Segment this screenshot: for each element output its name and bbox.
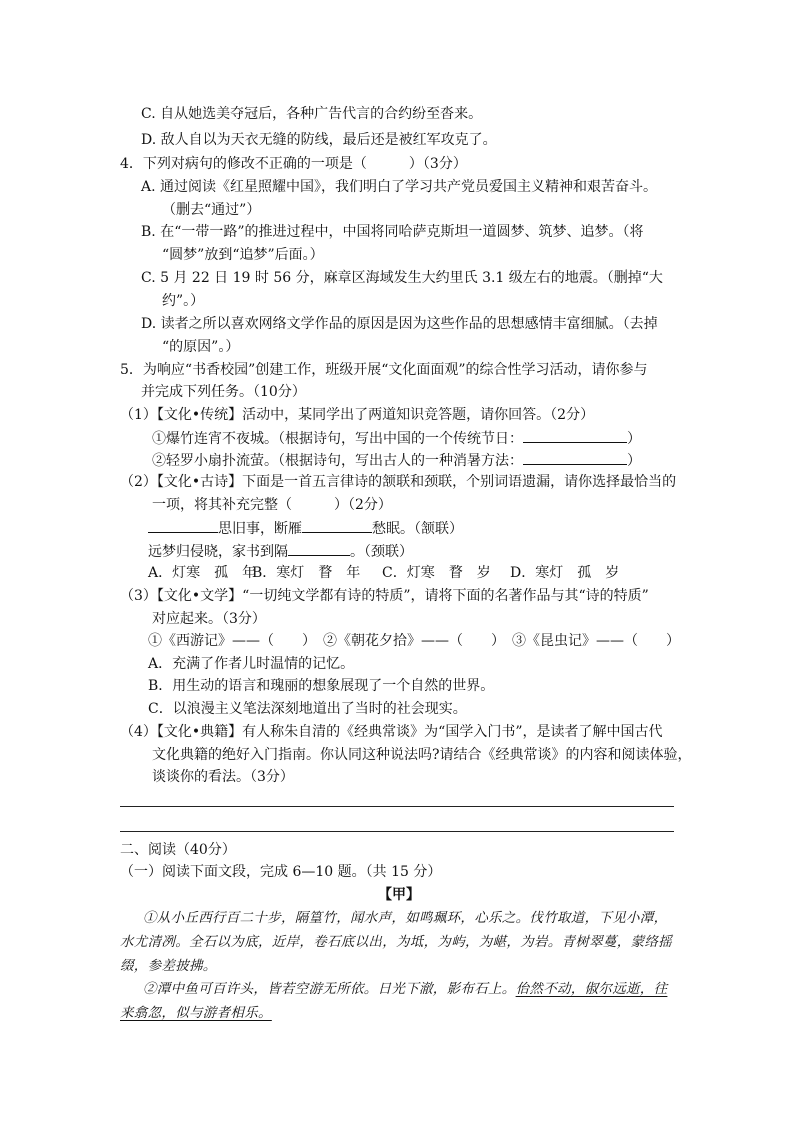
option-b: B．寒灯 瞀 年 [252, 565, 361, 581]
poem-blank[interactable] [302, 518, 372, 533]
q5-part3-option-a: A．充满了作者儿时温情的记忆。 [148, 656, 355, 672]
q5-part2-stem-line1: （2）【文化•古诗】下面是一首五言律诗的颔联和颈联，个别词语遗漏，请你选择最恰当的 [120, 474, 677, 490]
section-2-subtitle: （一）阅读下面文段，完成 6—10 题。（共 15 分） [120, 864, 442, 880]
passage-para2-line1 [143, 979, 667, 999]
closing-paren: ） [627, 453, 641, 469]
q5-part4-line3: 谈谈你的看法。（3分） [152, 769, 294, 785]
underlined-sentence: 佁然不动，俶尔远逝，往 [515, 981, 668, 997]
q4-option-d-line2: “的原因”。） [162, 339, 240, 355]
poem-text: 思旧事，断雁 [218, 521, 302, 537]
option-d: D．寒灯 孤 岁 [510, 565, 620, 581]
passage-text: ②潭中鱼可百许头，皆若空游无所依。日光下澈，影布石上。 [143, 981, 516, 997]
q5-part1-item2 [152, 450, 641, 471]
passage-label-jia: 【甲】 [378, 887, 420, 903]
option-c: C．灯寒 瞀 岁 [382, 565, 491, 581]
passage-para1-line2: 水尤清冽。全石以为底，近岸，卷石底以出，为坻，为屿，为嵁，为岩。青树翠蔓，蒙络摇 [120, 934, 672, 950]
answer-blank[interactable] [523, 428, 627, 443]
closing-paren: ） [627, 431, 641, 447]
q5-part1-item1 [152, 428, 641, 449]
q4-option-c-line2: 约”。） [162, 293, 205, 309]
passage-para1-line3: 缀，参差披拂。 [120, 958, 217, 974]
q5-part1-item1-text: ①爆竹连宵不夜城。（根据诗句，写出中国的一个传统节日： [152, 431, 523, 447]
q4-stem: 4．下列对病句的修改不正确的一项是（ ）（3分） [120, 156, 467, 172]
q4-option-b-line2: “圆梦”放到“追梦”后面。） [162, 247, 324, 263]
q5-part3-stem-line1: （3）【文化•文学】“一切纯文学都有诗的特质”，请将下面的名著作品与其“诗的特质” [120, 588, 649, 604]
q5-part4-line2: 文化典籍的绝好入门指南。你认同这种说法吗?请结合《经典常谈》的内容和阅读体验， [152, 747, 692, 763]
q4-option-c-line1: C. 5 月 22 日 19 时 56 分，麻章区海域发生大约里氏 3.1 级左右的地震。（删掉“大 [141, 270, 663, 286]
q5-part3-option-c: C．以浪漫主义笔法深刻地道出了当时的社会现实。 [148, 701, 467, 717]
q3-option-c: C. 自从她选美夺冠后，各种广告代言的合约纷至沓来。 [141, 106, 483, 122]
poem-line-jinglian [148, 541, 413, 562]
q5-part2-stem-line2: 一项，将其补充完整（ ）（2分） [152, 497, 392, 513]
q5-part1-stem: （1）【文化•传统】活动中，某同学出了两道知识竞答题，请你回答。（2分） [120, 407, 595, 423]
option-a: A．灯寒 孤 年 [148, 565, 257, 581]
section-2-title: 二、阅读（40分） [120, 842, 236, 858]
answer-line[interactable] [120, 831, 674, 832]
answer-blank[interactable] [523, 450, 627, 465]
q5-part2-options [148, 563, 630, 583]
poem-blank[interactable] [148, 518, 218, 533]
q4-option-d-line1: D. 读者之所以喜欢网络文学作品的原因是因为这些作品的思想感情丰富细腻。（去掉 [141, 316, 658, 332]
poem-line-hanlian [148, 518, 463, 539]
q5-part1-item2-text: ②轻罗小扇扑流萤。（根据诗句，写出古人的一种消暑方法： [152, 453, 523, 469]
q4-option-a-line1: A. 通过阅读《红星照耀中国》，我们明白了学习共产党员爱国主义精神和艰苦奋斗。 [141, 179, 658, 195]
poem-text: 。（颈联） [350, 544, 413, 560]
q5-stem-line1: 5．为响应“书香校园”创建工作，班级开展“文化面面观”的综合性学习活动，请你参与 [120, 362, 648, 378]
q3-option-d: D. 敌人自以为天衣无缝的防线，最后还是被红军攻克了。 [141, 132, 497, 148]
passage-para1-line1: ①从小丘西行百二十步，隔篁竹，闻水声，如鸣珮环，心乐之。伐竹取道，下见小潭， [143, 910, 668, 926]
poem-text: 远梦归侵晓，家书到隔 [148, 544, 288, 560]
q5-stem-line2: 并完成下列任务。（10分） [141, 384, 306, 400]
q5-part3-match: ①《西游记》——（ ） ②《朝花夕拾》——（ ） ③《昆虫记》——（ ） [148, 633, 680, 649]
passage-para2-line2-underlined: 来翕忽，似与游者相乐。 [120, 1005, 272, 1021]
q5-part3-stem-line2: 对应起来。（3分） [152, 611, 266, 627]
q5-part4-line1: （4）【文化•典籍】有人称朱自清的《经典常谈》为“国学入门书”，是读者了解中国古代 [120, 724, 663, 740]
q4-option-a-line2: （删去“通过”） [162, 202, 261, 218]
poem-text: 愁眠。（颔联） [372, 521, 463, 537]
q4-option-b-line1: B. 在“一带一路”的推进过程中，中国将同哈萨克斯坦一道圆梦、筑梦、追梦。（将 [141, 224, 644, 240]
answer-line[interactable] [120, 806, 674, 807]
q5-part3-option-b: B．用生动的语言和瑰丽的想象展现了一个自然的世界。 [148, 678, 495, 694]
poem-blank[interactable] [288, 541, 350, 556]
